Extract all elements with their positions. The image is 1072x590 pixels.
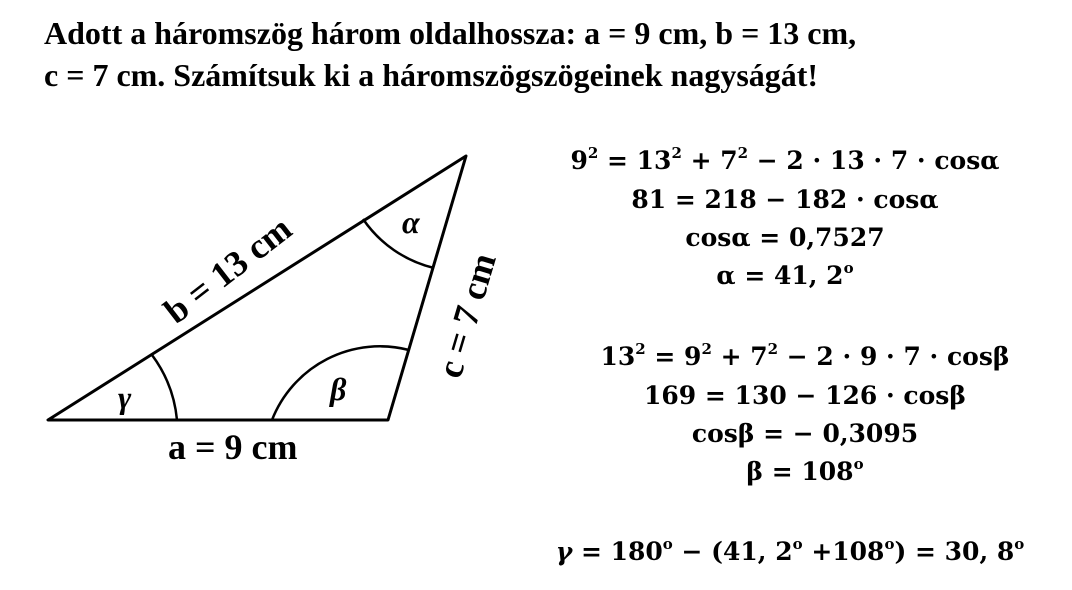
eq-exponent: o [792,535,803,553]
eq-exponent: o [1014,535,1025,553]
beta-result [560,453,1050,491]
eq-exponent: o [853,455,864,473]
beta-equation-3: cosβ = − 0,3095 [691,419,919,448]
triangle-outline [48,156,466,420]
alpha-result [540,257,1030,295]
problem-line-2: c = 7 cm. Számítsuk ki a háromszögszögeinek nagyságát! [44,57,819,93]
eq-term: = 9 [645,342,702,371]
problem-line-1: Adott a háromszög három oldalhossza: a = 9 cm, b = 13 cm, [44,15,857,51]
eq-exponent: 2 [737,144,749,162]
label-beta: β [330,371,347,407]
eq-term: − 2 · 9 · 7 · cosβ [778,342,1010,371]
label-side-a: a = 9 cm [168,427,298,467]
eq-exponent: 2 [767,340,779,358]
eq-term: β = 108 [746,457,854,486]
alpha-equation-2: 81 = 218 − 182 · cosα [631,185,939,214]
eq-term: ) = 30, 8 [894,537,1015,566]
eq-exponent: 2 [635,340,646,358]
gamma-result [520,533,1060,571]
eq-term: 13 [600,342,636,371]
alpha-equation-3: cosα = 0,7527 [685,223,885,252]
eq-exponent: 2 [671,144,682,162]
label-side-c: c = 7 cm [429,248,504,383]
alpha-equation-1 [540,142,1030,180]
eq-term: = 13 [598,146,672,175]
label-gamma: γ [118,379,132,415]
eq-exponent: 2 [587,144,599,162]
eq-exponent: o [884,535,895,553]
eq-exponent: o [843,259,854,277]
eq-term: + 7 [681,146,738,175]
label-alpha: α [402,204,420,240]
eq-term: 9 [570,146,588,175]
eq-term: − 2 · 13 · 7 · cosα [748,146,1000,175]
beta-equation-1 [560,338,1050,376]
eq-term: = 180 [572,537,663,566]
arc-alpha [363,219,434,268]
beta-equation-2: 169 = 130 − 126 · cosβ [644,381,966,410]
eq-term: +108 [802,537,885,566]
arc-gamma [152,355,177,420]
eq-exponent: o [662,535,673,553]
label-side-b: b = 13 cm [156,208,300,332]
eq-term: + 7 [711,342,768,371]
eq-exponent: 2 [701,340,712,358]
eq-term: − (41, 2 [672,537,793,566]
eq-term: α = 41, 2 [716,261,844,290]
gamma-symbol: γ [555,537,573,566]
